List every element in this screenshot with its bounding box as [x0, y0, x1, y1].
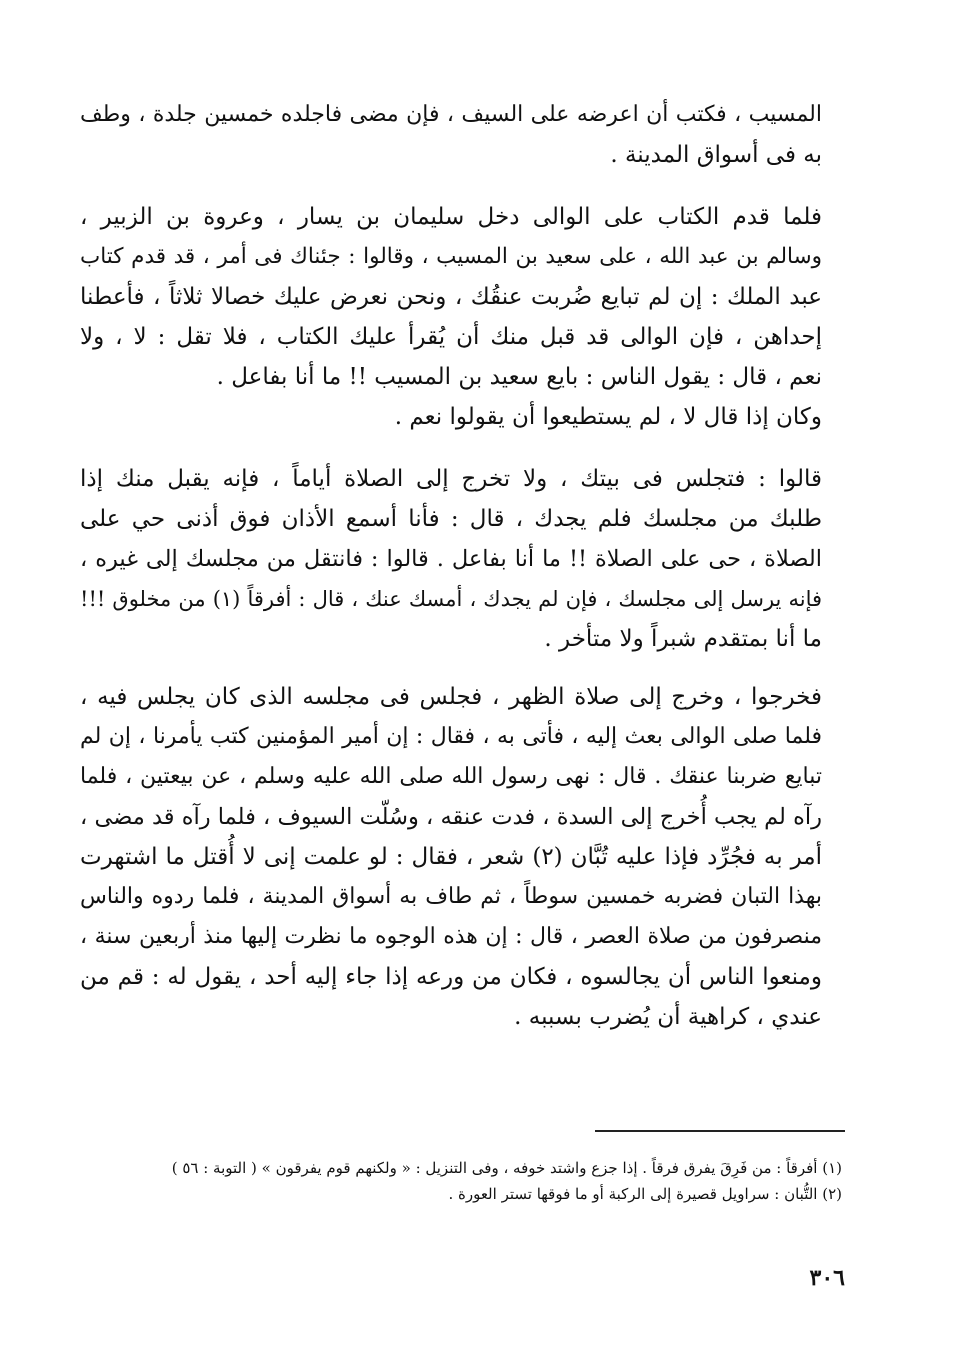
text-line: وكان إذا قال لا ، لم يستطيعوا أن يقولوا نعم . [394, 404, 822, 430]
text-line: قالوا : فتجلس فى بيتك ، ولا تخرج إلى الصلاة أياماً ، فإنه يقبل منك إذا [80, 466, 822, 492]
footnotes [100, 1155, 842, 1207]
paragraph-1 [80, 95, 822, 175]
text-line: ومنعوا الناس أن يجالسوه ، فكان من ورعه إذا جاء إليه أحد ، يقول له : قم من [80, 964, 822, 990]
text-line: المسيب ، فكتب أن اعرضه على السيف ، فإن مضى فاجلده خمسين جلدة ، وطف [80, 102, 822, 127]
text-line: به فى أسواق المدينة . [610, 142, 822, 168]
text-line: بهذا التبان فضربه خمسين سوطاً ، ثم طاف به أسواق المدينة ، فلما ردوه والناس [80, 884, 822, 909]
text-line: ما أنا بمتقدم شبراً ولا متأخر . [544, 626, 822, 652]
paragraph-3 [80, 397, 822, 437]
text-line: فإنه يرسل إلى مجلسك ، فإن لم يجدك ، أمسك عنك ، قال : أفرقاً (١) من مخلوق !!! [80, 587, 823, 611]
text-line: عبد الملك : إن لم تبايع ضُربت عنقُك ، ونحن نعرض عليك خصالا ثلاثاً ، فأعطنا [80, 284, 822, 310]
text-line: منصرفون من صلاة العصر ، قال : إن هذه الوجوه ما نظرت إليها منذ أربعين سنة ، [80, 924, 822, 949]
text-line: نعم ، قال : يقول الناس : بايع سعيد بن المسيب !! ما أنا بفاعل . [216, 364, 822, 390]
text-line: فلما قدم الكتاب على الوالى دخل سليمان بن يسار ، وعروة بن الزبير ، [80, 204, 822, 230]
text-line: رآه لم يجب أُخرج إلى السدة ، فدت عنقه ، وسُلّت السيوف ، فلما رآه قد مضى ، [80, 804, 822, 830]
paragraph-4 [80, 459, 822, 659]
text-line: فخرجوا ، وخرج إلى صلاة الظهر ، فجلس فى مجلسه الذى كان يجلس فيه ، [80, 684, 822, 710]
paragraph-2 [80, 197, 822, 397]
footnote-2: (٢) التُّبان : سراويل قصيرة إلى الركبة أو ما فوقها تستر العورة . [448, 1185, 842, 1203]
text-line: وسالم بن عبد الله ، على سعيد بن المسيب ، وقالوا : جئناك فى أمر ، قد قدم كتاب [80, 244, 822, 269]
footnote-divider [595, 1130, 845, 1132]
page-body [80, 95, 822, 1037]
text-line: إحداهن ، فإن الوالى قد قبل منك أن يُقرأ عليك الكتاب ، فلا تقل : لا ، ولا [80, 324, 822, 350]
text-line: أمر به فجُرِّد فإذا عليه تُبَّان (٢) شعر ، فقال : لو علمت إنى لا أُقتل ما اشتهرت [80, 844, 823, 870]
text-line: تبايع ضربنا عنقك . قال : نهى رسول الله صلى الله عليه وسلم ، عن بيعتين ، فلما [80, 764, 822, 789]
text-line: فلما صلى الوالى بعث إليه ، فأتى به ، فقال : إن أمير المؤمنين كتب يأمرنا ، إن لم [80, 724, 822, 749]
text-line: عندي ، كراهية أن يُضرب بسببه . [514, 1004, 822, 1030]
page-number: ٣٠٦ [809, 1265, 845, 1291]
text-line: الصلاة ، حى على الصلاة !! ما أنا بفاعل . قالوا : فانتقل من مجلسك إلى غيره ، [80, 546, 822, 572]
paragraph-5 [80, 677, 822, 1037]
text-line: طلبك من مجلسك فلم يجدك ، قال : فأنا أسمع الأذان فوق أذنى حي على [80, 506, 822, 532]
footnote-1: (١) أفرقاً : من فَرِقَ يفرق فرقاً . إذا جزع واشتد خوفه ، وفى التنزيل : « ولكنهم قوم يفرقون » ( التوبة : ٥٦ ) [171, 1159, 842, 1177]
